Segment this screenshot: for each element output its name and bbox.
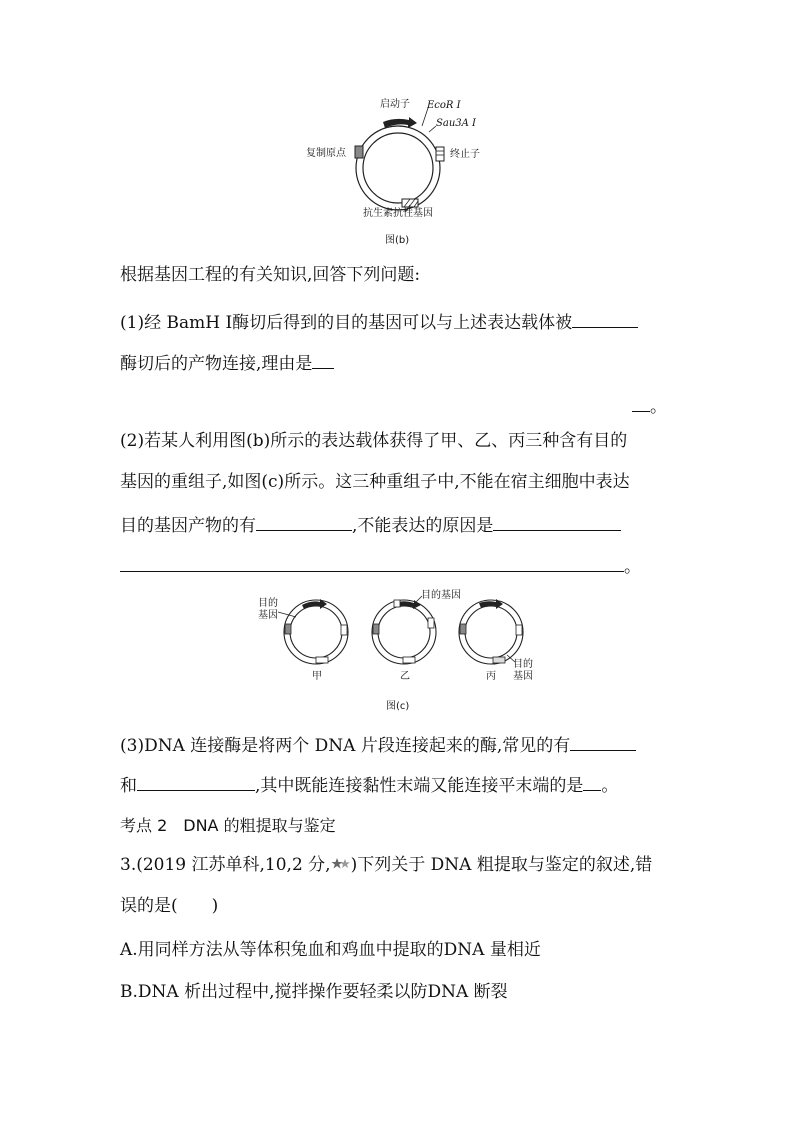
q4-option-a[interactable]: A.用同样方法从等体积兔血和鸡血中提取的DNA 量相近 (120, 940, 541, 960)
q1-end-mark: 。 (650, 397, 667, 417)
q4-stem-1: 3.(2019 江苏单科,10,2 分, (120, 855, 331, 875)
q2-line1: (2)若某人利用图(b)所示的表达载体获得了甲、乙、丙三种含有目的 (120, 431, 628, 451)
intro-text: 根据基因工程的有关知识,回答下列问题: (120, 265, 421, 285)
q3-text-1: (3)DNA 连接酶是将两个 DNA 片段连接起来的酶,常见的有 (120, 736, 571, 756)
q1-text-2: 酶切后的产物连接,理由是 (120, 354, 313, 374)
q4-stem-line2: 误的是( ) (120, 896, 219, 916)
bing-label: 丙 (486, 671, 496, 682)
q3-answer-blank-2[interactable] (137, 772, 255, 791)
q2-text-3a: 目的基因产物的有 (120, 516, 256, 536)
q2-text-3b: ,不能表达的原因是 (352, 516, 494, 536)
q2-end-mark: 。 (624, 557, 641, 577)
q4-stem-line1 (120, 853, 652, 877)
ecori-label: EcoR Ⅰ (427, 100, 461, 111)
yi-gene-label: 目的基因 (421, 590, 461, 601)
q3-answer-blank-1[interactable] (570, 732, 636, 751)
q4-stem-1b: )下列关于 DNA 粗提取与鉴定的叙述,错 (350, 855, 653, 875)
q3-line2 (120, 772, 618, 798)
resistance-label: 抗生素抗性基因 (363, 208, 433, 219)
figure-c-caption: 图(c) (386, 701, 410, 712)
bing-gene-label-1: 目的 (513, 659, 533, 670)
q1-text-1: (1)经 BamH Ⅰ酶切后得到的目的基因可以与上述表达载体被 (120, 313, 573, 333)
q3-answer-blank-3[interactable] (583, 772, 601, 791)
q4-option-b[interactable]: B.DNA 析出过程中,搅拌操作要轻柔以防DNA 断裂 (120, 982, 508, 1002)
origin-label: 复制原点 (306, 148, 346, 159)
sau3ai-label: Sau3A Ⅰ (436, 118, 476, 129)
promoter-label: 启动子 (380, 99, 410, 110)
jia-gene-label-1: 目的 (258, 598, 278, 609)
difficulty-stars-icon (331, 854, 351, 868)
figure-b-caption: 图(b) (385, 235, 410, 246)
q3-line1 (120, 732, 636, 758)
yi-label: 乙 (400, 671, 410, 682)
q2-line2: 基因的重组子,如图(c)所示。这三种重组子中,不能在宿主细胞中表达 (120, 472, 630, 492)
jia-gene-label-2: 基因 (258, 610, 278, 621)
jia-label: 甲 (312, 671, 322, 682)
q3-end-mark: 。 (601, 776, 619, 796)
section-title: 考点 2 DNA 的粗提取与鉴定 (120, 816, 336, 835)
q3-text-2b: ,其中既能连接黏性末端又能连接平末端的是 (255, 776, 584, 796)
q3-text-2a: 和 (120, 776, 137, 796)
bing-gene-label-2: 基因 (513, 671, 533, 682)
terminator-label: 终止子 (450, 149, 480, 160)
